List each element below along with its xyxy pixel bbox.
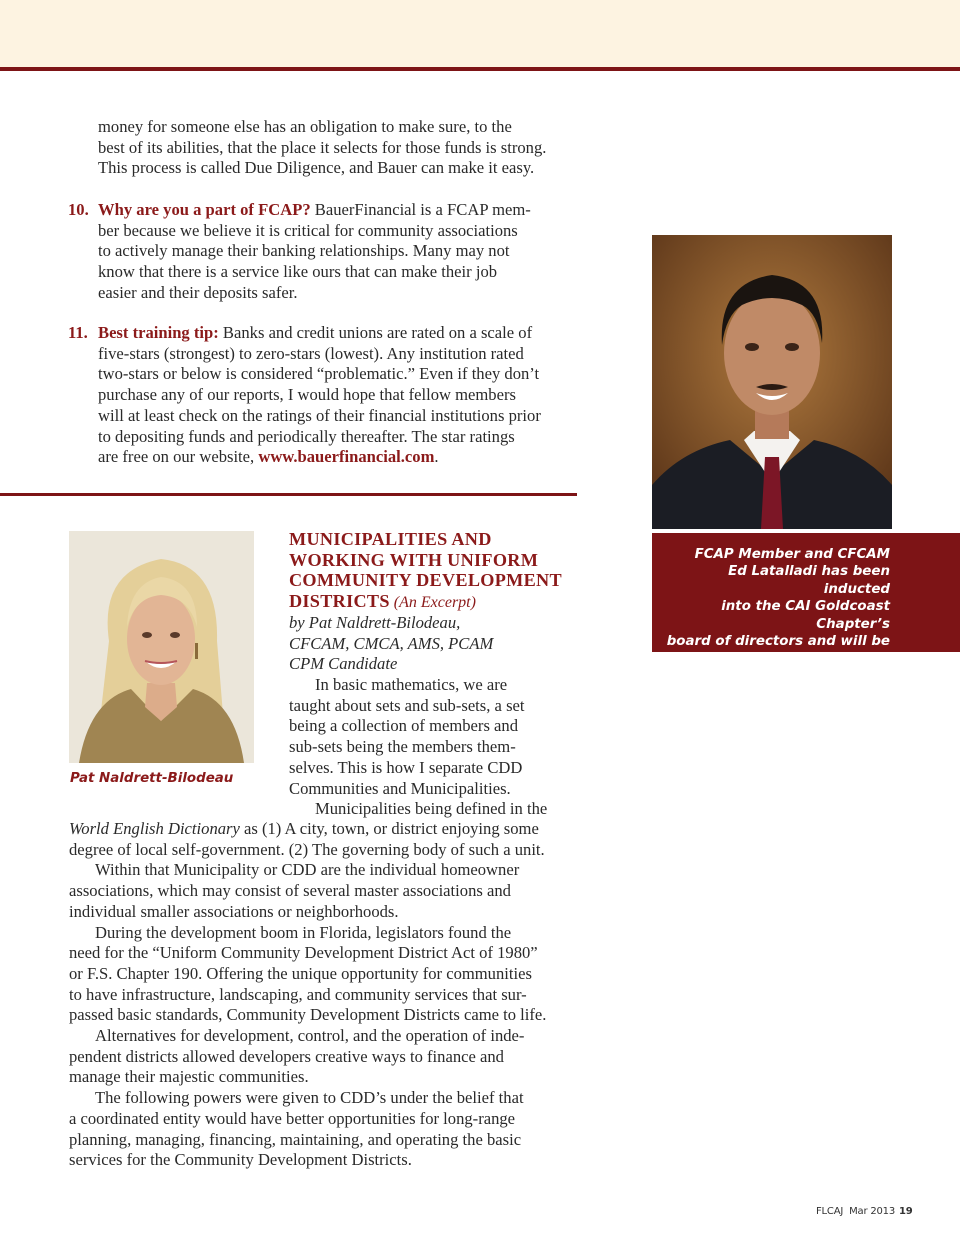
text-line: This process is called Due Diligence, and Bauer can make it easy. bbox=[98, 158, 535, 178]
text-line: to depositing funds and periodically thereafter. The star ratings bbox=[98, 426, 515, 446]
caption-line: into the CAI Goldcoast Chapter’s bbox=[721, 599, 890, 632]
qa-item-11 bbox=[68, 323, 578, 468]
caption-line: Ed Latalladi has been inducted bbox=[728, 564, 890, 597]
title-line: WORKING WITH UNIFORM bbox=[289, 549, 539, 570]
text-line: Alternatives for development, control, and the operation of inde- bbox=[95, 1026, 525, 1046]
text-line: selves. This is how I separate CDD bbox=[289, 757, 523, 777]
article-title bbox=[289, 529, 579, 614]
text-line: The following powers were given to CDD’s under the belief that bbox=[95, 1088, 524, 1108]
text-line: purchase any of our reports, I would hope that fellow members bbox=[98, 385, 516, 405]
dictionary-name: World English Dictionary bbox=[69, 819, 240, 838]
member-photo bbox=[652, 235, 892, 529]
title-line: MUNICIPALITIES AND bbox=[289, 529, 492, 549]
text-line: a coordinated entity would have better opportunities for long-range bbox=[69, 1108, 516, 1128]
text-line: Within that Municipality or CDD are the individual homeowner bbox=[95, 860, 520, 880]
website-link[interactable]: www.bauerfinancial.com bbox=[258, 447, 435, 467]
text-line: degree of local self-government. (2) The governing body of such a unit. bbox=[69, 839, 545, 859]
text-line: as (1) A city, town, or district enjoying some bbox=[239, 819, 539, 838]
text-line: five-stars (strongest) to zero-stars (lowest). Any institution rated bbox=[98, 343, 524, 363]
qa-item-10 bbox=[68, 200, 578, 304]
page-number: 19 bbox=[899, 1206, 913, 1217]
text-line: to actively manage their banking relationships. Many may not bbox=[98, 241, 510, 261]
text-line: or F.S. Chapter 190. Offering the unique opportunity for communities bbox=[69, 963, 532, 983]
caption-line: FCAP Member and CFCAM bbox=[694, 547, 890, 562]
text-line: easier and their deposits safer. bbox=[98, 282, 298, 302]
byline-line: by Pat Naldrett-Bilodeau, bbox=[289, 613, 461, 632]
text-line: know that there is a service like ours that can make their job bbox=[98, 262, 498, 282]
text-fragment: . bbox=[434, 447, 439, 467]
text-line: planning, managing, financing, maintaining, and operating the basic bbox=[69, 1129, 522, 1149]
text-line: associations, which may consist of several master associations and bbox=[69, 881, 511, 901]
article-body bbox=[69, 819, 579, 1171]
text-line: Communities and Municipalities. bbox=[289, 778, 511, 798]
text-line: ber because we believe it is critical for community associations bbox=[98, 220, 518, 240]
caption-line: board of directors and will be the bbox=[666, 634, 890, 667]
item-question: Best training tip: bbox=[98, 323, 219, 342]
continuation-paragraph bbox=[98, 117, 588, 179]
section-divider bbox=[0, 493, 577, 496]
header-rule bbox=[0, 67, 960, 71]
member-caption bbox=[660, 546, 890, 685]
header-band bbox=[0, 0, 960, 67]
member-caption-box bbox=[652, 533, 960, 684]
publication-name: FLCAJ bbox=[816, 1206, 844, 1217]
text-line: need for the “Uniform Community Development District Act of 1980” bbox=[69, 943, 538, 963]
text-line: services for the Community Development Districts. bbox=[69, 1150, 412, 1170]
title-line: COMMUNITY DEVELOPMENT bbox=[289, 570, 562, 591]
title-line: DISTRICTS bbox=[289, 591, 390, 612]
text-line: being a collection of members and bbox=[289, 716, 519, 736]
page-footer bbox=[816, 1206, 913, 1217]
text-line: taught about sets and sub-sets, a set bbox=[289, 695, 525, 715]
text-line: In basic mathematics, we are bbox=[315, 675, 508, 694]
item-question: Why are you a part of FCAP? bbox=[98, 200, 311, 219]
author-photo bbox=[69, 531, 254, 763]
author-portrait-illustration bbox=[69, 531, 254, 763]
article-intro bbox=[289, 675, 579, 820]
text-line: will at least check on the ratings of their financial institutions prior bbox=[98, 405, 541, 425]
text-line: two-stars or below is considered “problematic.” Even if they don’t bbox=[98, 364, 540, 384]
text-line: individual smaller associations or neighborhoods. bbox=[69, 901, 399, 921]
author-photo-caption: Pat Naldrett-Bilodeau bbox=[70, 771, 234, 786]
item-number: 11. bbox=[68, 323, 88, 342]
byline-line: CFCAM, CMCA, AMS, PCAM bbox=[289, 633, 494, 653]
text-line: passed basic standards, Community Development Districts came to life. bbox=[69, 1005, 547, 1025]
caption-line: Education Committee Chair. bbox=[680, 668, 890, 684]
text-line: are free on our website, bbox=[98, 447, 259, 467]
text-line: to have infrastructure, landscaping, and community services that sur- bbox=[69, 984, 527, 1004]
text-line: BauerFinancial is a FCAP mem- bbox=[310, 200, 531, 219]
text-line: pendent districts allowed developers creative ways to finance and bbox=[69, 1046, 504, 1066]
text-line: Municipalities being defined in the bbox=[315, 799, 548, 819]
text-line: During the development boom in Florida, legislators found the bbox=[95, 922, 512, 942]
text-line: manage their majestic communities. bbox=[69, 1067, 309, 1087]
byline-line: CPM Candidate bbox=[289, 654, 398, 674]
text-line: Banks and credit unions are rated on a scale of bbox=[218, 323, 533, 342]
text-line: best of its abilities, that the place it selects for those funds is strong. bbox=[98, 137, 547, 157]
member-portrait-illustration bbox=[652, 235, 892, 529]
text-line: money for someone else has an obligation to make sure, to the bbox=[98, 117, 512, 136]
article-byline bbox=[289, 613, 579, 675]
issue-date: Mar 2013 bbox=[849, 1206, 896, 1217]
item-number: 10. bbox=[68, 200, 89, 219]
title-suffix: (An Excerpt) bbox=[389, 594, 476, 612]
text-line: sub-sets being the members them- bbox=[289, 737, 516, 757]
